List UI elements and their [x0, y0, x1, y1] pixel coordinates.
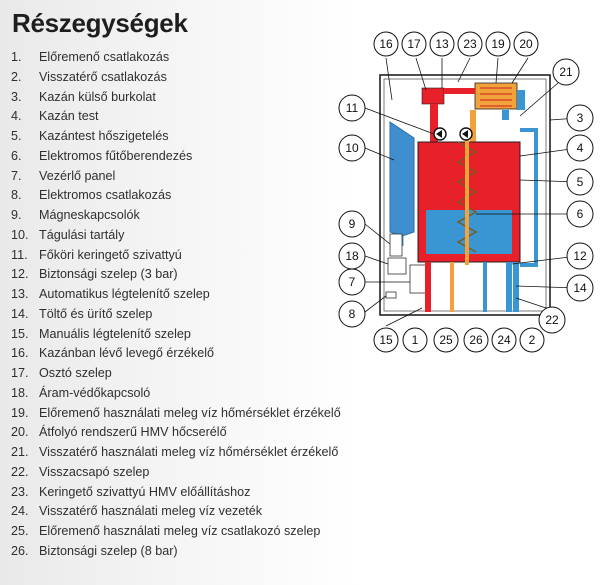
callout-label: 8 [348, 307, 356, 321]
item-number: 11. [11, 247, 28, 262]
item-number: 13. [11, 287, 29, 301]
list-item [11, 344, 341, 364]
item-label: Visszatérő csatlakozás [39, 69, 167, 84]
item-label: Vezérlő panel [39, 168, 116, 183]
item-number: 10. [11, 227, 29, 242]
item-number: 1. [11, 50, 22, 64]
rcd-switch [388, 258, 406, 274]
item-number: 20. [11, 425, 29, 440]
item-number: 9. [11, 208, 22, 222]
list-item [11, 325, 341, 345]
item-label: Átfolyó rendszerű HMV hőcserélő [39, 425, 227, 440]
callout-label: 3 [576, 111, 584, 125]
callout-label: 10 [345, 141, 359, 155]
item-number: 19. [11, 405, 29, 420]
return-connection-pipe [513, 262, 519, 312]
flow-pipe-top [444, 88, 475, 94]
item-number: 25. [11, 524, 29, 538]
boiler-diagram [330, 20, 600, 365]
item-label: Elektromos csatlakozás [39, 188, 172, 203]
callout-label: 23 [463, 37, 477, 51]
list-item [11, 265, 341, 285]
dhw-vertical-pipe [465, 130, 469, 265]
item-number: 2. [11, 69, 22, 84]
dhw-return-pipe [517, 90, 525, 110]
dhw-heat-exchanger [475, 83, 517, 109]
dhw-flow-connection-pipe [450, 262, 454, 312]
electrical-connection [386, 292, 396, 298]
parts-list [11, 48, 341, 562]
callout-label: 9 [348, 217, 356, 231]
item-label: Biztonsági szelep (8 bar) [39, 543, 178, 558]
list-item [11, 68, 341, 88]
page-title: Részegységek [12, 8, 188, 38]
item-number: 7. [11, 168, 22, 183]
item-label: Osztó szelep [39, 366, 112, 380]
item-number: 6. [11, 148, 22, 163]
item-label: Visszatérő használati meleg víz hőmérséklet érzékelő [39, 445, 339, 459]
callout-label: 22 [545, 313, 559, 327]
item-number: 12. [11, 267, 29, 282]
callout-label: 2 [528, 333, 536, 347]
list-item [11, 542, 341, 562]
list-item [11, 483, 341, 503]
list-item [11, 384, 341, 404]
list-item [11, 423, 341, 443]
item-number: 26. [11, 543, 29, 558]
item-label: Keringető szivattyú HMV előállításhoz [39, 484, 251, 499]
list-item [11, 305, 341, 325]
callout-label: 17 [407, 37, 421, 51]
list-item [11, 443, 341, 463]
callout-label: 21 [559, 65, 573, 79]
callout-label: 18 [345, 249, 359, 263]
list-item [11, 463, 341, 483]
list-item [11, 147, 341, 167]
item-label: Manuális légtelenítő szelep [39, 326, 191, 341]
list-item [11, 364, 341, 384]
list-item [11, 404, 341, 424]
item-label: Biztonsági szelep (3 bar) [39, 267, 178, 282]
item-number: 5. [11, 129, 22, 143]
callout-label: 15 [379, 333, 393, 347]
list-item [11, 502, 341, 522]
callout-label: 24 [497, 333, 511, 347]
left-callouts [339, 95, 365, 327]
item-label: Főköri keringető szivattyú [39, 247, 182, 262]
callout-label: 14 [573, 281, 587, 295]
item-label: Mágneskapcsolók [39, 208, 140, 222]
list-item [11, 48, 341, 68]
list-item [11, 522, 341, 542]
item-number: 4. [11, 109, 22, 124]
list-item [11, 246, 341, 266]
list-item [11, 226, 341, 246]
item-number: 15. [11, 326, 29, 341]
item-label: Előremenő használati meleg víz hőmérséklet érzékelő [39, 405, 341, 420]
callout-label: 26 [469, 333, 483, 347]
item-number: 8. [11, 188, 22, 203]
callout-label: 13 [435, 37, 449, 51]
top-callouts [374, 32, 538, 56]
callout-label: 25 [439, 333, 453, 347]
item-label: Tágulási tartály [39, 227, 125, 242]
item-label: Kazán test [39, 109, 99, 124]
item-label: Kazánban lévő levegő érzékelő [39, 346, 215, 361]
item-label: Áram-védőkapcsoló [39, 385, 151, 400]
safety-valve-pipe [483, 262, 487, 312]
list-item [11, 206, 341, 226]
callout-label: 5 [576, 175, 584, 189]
callout-label: 20 [519, 37, 533, 51]
item-label: Automatikus légtelenítő szelep [39, 287, 210, 301]
diverter-valve [422, 88, 444, 104]
list-item [11, 127, 341, 147]
callout-label: 7 [348, 275, 356, 289]
item-number: 3. [11, 89, 22, 104]
item-number: 24. [11, 504, 29, 519]
item-number: 21. [11, 445, 29, 459]
list-item [11, 186, 341, 206]
list-item [11, 88, 341, 108]
return-stub [502, 110, 509, 120]
item-number: 17. [11, 366, 29, 380]
callout-label: 12 [573, 249, 587, 263]
contactors [390, 234, 402, 256]
list-item [11, 107, 341, 127]
item-number: 16. [11, 346, 29, 361]
flow-connection-pipe [425, 262, 431, 312]
callout-label: 1 [411, 333, 419, 347]
item-label: Töltő és ürítő szelep [39, 306, 153, 321]
list-item [11, 285, 341, 305]
list-item [11, 167, 341, 187]
item-number: 23. [11, 484, 29, 499]
item-label: Kazán külső burkolat [39, 89, 156, 104]
item-label: Kazántest hőszigetelés [39, 129, 169, 143]
callout-label: 16 [379, 37, 393, 51]
item-number: 22. [11, 464, 29, 479]
item-number: 14. [11, 306, 29, 321]
item-label: Elektromos fűtőberendezés [39, 148, 193, 163]
item-label: Előremenő csatlakozás [39, 50, 170, 64]
dhw-return-connection-pipe [506, 262, 512, 312]
item-label: Visszatérő használati meleg víz vezeték [39, 504, 263, 519]
item-label: Előremenő használati meleg víz csatlakozó szelep [39, 524, 321, 538]
expansion-tank [390, 122, 414, 236]
item-label: Visszacsapó szelep [39, 464, 150, 479]
callout-label: 11 [345, 101, 359, 115]
callout-label: 19 [491, 37, 505, 51]
item-number: 18. [11, 385, 29, 400]
callout-label: 4 [576, 141, 584, 155]
callout-label: 6 [576, 207, 584, 221]
